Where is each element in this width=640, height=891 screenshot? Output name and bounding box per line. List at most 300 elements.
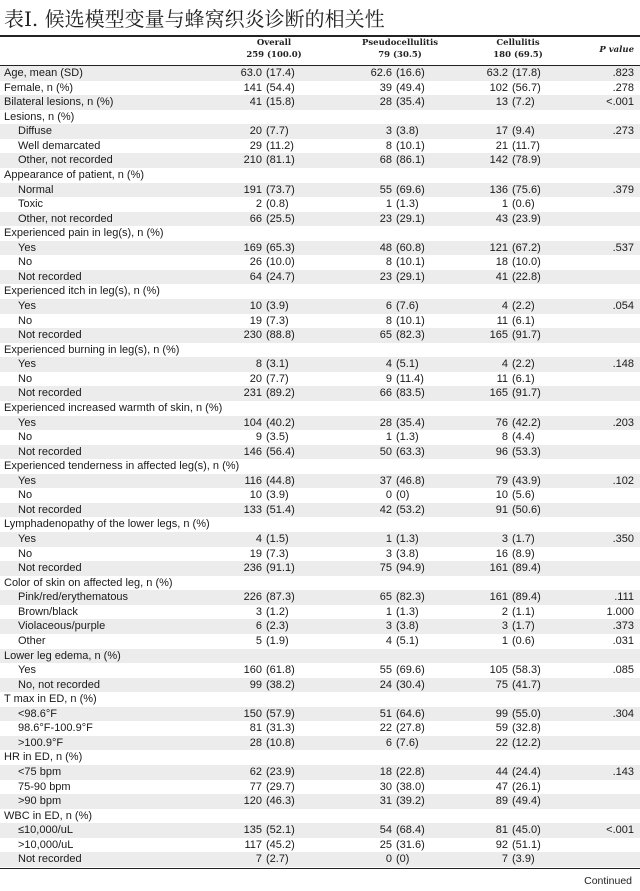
- overall-pct: (29.7): [266, 780, 295, 793]
- p-value: .203: [612, 416, 634, 429]
- cellulitis-pct: (2.2): [512, 300, 535, 312]
- row-label: No, not recorded: [18, 678, 100, 691]
- overall-pct: (7.7): [266, 372, 289, 385]
- pseudocellulitis-pct: (29.1): [396, 270, 425, 283]
- overall-n: 41: [249, 96, 262, 109]
- row-label: ≤10,000/uL: [18, 824, 73, 837]
- table-row: [0, 183, 640, 198]
- table-row-heading: [0, 81, 640, 96]
- pseudocellulitis-n: 54: [379, 824, 392, 837]
- table-row: [0, 241, 640, 256]
- cellulitis-n: 96: [495, 445, 508, 458]
- table-row-heading: [0, 226, 640, 241]
- row-label: Yes: [18, 300, 36, 312]
- pseudocellulitis-pct: (7.6): [396, 736, 419, 749]
- cellulitis-pct: (2.2): [512, 358, 535, 371]
- pseudocellulitis-n: 55: [379, 664, 392, 677]
- cellulitis-n: 1: [501, 634, 508, 647]
- cellulitis-n: 41: [495, 270, 508, 283]
- pseudocellulitis-pct: (60.8): [396, 241, 425, 254]
- overall-n: 226: [243, 591, 262, 604]
- pseudocellulitis-n: 1: [385, 605, 392, 618]
- header-overall-label: Overall: [256, 38, 292, 48]
- overall-pct: (3.9): [266, 489, 289, 502]
- row-label: <75 bpm: [18, 766, 62, 778]
- header-cellulitis-label: Cellulitis: [496, 38, 540, 48]
- pseudocellulitis-n: 8: [385, 256, 392, 269]
- cellulitis-n: 11: [496, 372, 508, 385]
- row-label: Pink/red/erythematous: [18, 591, 129, 604]
- row-label: Well demarcated: [18, 139, 101, 152]
- cellulitis-n: 4: [501, 358, 508, 371]
- table-row: [0, 328, 640, 343]
- cellulitis-pct: (3.9): [512, 853, 535, 866]
- pseudocellulitis-n: 24: [379, 678, 392, 691]
- row-label: 98.6°F-100.9°F: [18, 722, 93, 735]
- p-value: <.001: [606, 824, 634, 837]
- pseudocellulitis-pct: (0): [396, 489, 410, 502]
- overall-n: 231: [243, 387, 262, 400]
- cellulitis-pct: (8.9): [512, 547, 535, 560]
- cellulitis-pct: (0.6): [512, 198, 535, 211]
- table-row: [0, 780, 640, 795]
- overall-n: 5: [255, 634, 262, 647]
- overall-pct: (7.3): [266, 547, 289, 560]
- table-row: [0, 474, 640, 489]
- header-p-value-label: P value: [599, 45, 634, 55]
- cellulitis-n: 105: [489, 664, 508, 677]
- pseudocellulitis-n: 65: [379, 591, 392, 604]
- overall-pct: (3.9): [266, 300, 289, 312]
- table-row-heading: [0, 401, 640, 416]
- overall-n: 9: [255, 431, 262, 444]
- p-value: .054: [612, 300, 634, 312]
- cellulitis-n: 142: [489, 154, 508, 167]
- table-row: [0, 153, 640, 168]
- pseudocellulitis-n: 22: [379, 722, 392, 735]
- cellulitis-pct: (41.7): [512, 678, 541, 691]
- table-row: [0, 590, 640, 605]
- cellulitis-n: 136: [489, 183, 508, 196]
- pseudocellulitis-pct: (3.8): [396, 620, 419, 633]
- cellulitis-n: 3: [501, 620, 508, 633]
- pseudocellulitis-pct: (82.3): [396, 329, 425, 342]
- overall-pct: (7.7): [266, 125, 289, 138]
- overall-n: 6: [255, 620, 262, 633]
- table-row: [0, 619, 640, 634]
- table-row: [0, 605, 640, 620]
- table-row: [0, 357, 640, 372]
- p-value: 1.000: [606, 605, 634, 618]
- table-row: [0, 299, 640, 314]
- pseudocellulitis-n: 48: [379, 241, 392, 254]
- table-row: [0, 547, 640, 562]
- row-label: 75-90 bpm: [18, 780, 71, 793]
- cellulitis-pct: (1.1): [512, 605, 535, 618]
- overall-pct: (46.3): [266, 795, 295, 808]
- pseudocellulitis-pct: (10.1): [396, 314, 425, 327]
- overall-pct: (54.4): [266, 81, 295, 94]
- row-label: Not recorded: [18, 270, 82, 283]
- table-row: [0, 212, 640, 227]
- overall-n: 29: [249, 139, 262, 152]
- pseudocellulitis-pct: (10.1): [396, 256, 425, 269]
- overall-n: 19: [249, 547, 262, 560]
- pseudocellulitis-pct: (63.3): [396, 445, 425, 458]
- row-label: Experienced itch in leg(s), n (%): [4, 285, 160, 298]
- table-row-heading: [0, 284, 640, 299]
- table-title: 表I. 候选模型变量与蜂窝织炎诊断的相关性: [4, 7, 385, 31]
- cellulitis-n: 59: [495, 722, 508, 735]
- table-row: [0, 794, 640, 809]
- row-label: Yes: [18, 358, 36, 371]
- cellulitis-n: 63.2: [486, 67, 508, 79]
- cellulitis-pct: (53.3): [512, 445, 541, 458]
- table-row: [0, 372, 640, 387]
- overall-n: 4: [255, 533, 262, 545]
- overall-pct: (40.2): [266, 416, 295, 429]
- cellulitis-n: 92: [495, 838, 508, 851]
- overall-n: 81: [249, 722, 262, 735]
- cellulitis-pct: (67.2): [512, 241, 541, 254]
- cellulitis-pct: (9.4): [512, 125, 535, 138]
- pseudocellulitis-n: 8: [385, 139, 392, 152]
- p-value: .304: [612, 707, 634, 720]
- pseudocellulitis-pct: (16.6): [396, 67, 425, 79]
- overall-pct: (10.0): [266, 256, 295, 269]
- p-value: .823: [612, 67, 634, 79]
- row-label: WBC in ED, n (%): [4, 809, 93, 822]
- row-label: Normal: [18, 183, 54, 196]
- cellulitis-pct: (45.0): [512, 824, 541, 837]
- cellulitis-pct: (58.3): [512, 664, 541, 677]
- row-label: Not recorded: [18, 853, 82, 866]
- overall-n: 116: [244, 474, 262, 487]
- cellulitis-pct: (32.8): [512, 722, 541, 735]
- pseudocellulitis-pct: (31.6): [396, 838, 425, 851]
- pseudocellulitis-n: 23: [379, 270, 392, 283]
- table-row: [0, 707, 640, 722]
- header-cellulitis: [470, 37, 566, 65]
- row-label: T max in ED, n (%): [4, 693, 97, 706]
- overall-n: 120: [243, 795, 262, 808]
- p-value: .031: [612, 634, 634, 647]
- pseudocellulitis-n: 6: [385, 300, 392, 312]
- pseudocellulitis-pct: (38.0): [396, 780, 425, 793]
- row-label: <98.6°F: [18, 707, 57, 720]
- overall-n: 7: [255, 853, 262, 866]
- pseudocellulitis-pct: (69.6): [396, 183, 425, 196]
- pseudocellulitis-n: 9: [385, 372, 392, 385]
- p-value: .148: [612, 358, 634, 371]
- row-label: Not recorded: [18, 329, 82, 342]
- row-label: Violaceous/purple: [18, 620, 106, 633]
- overall-pct: (23.9): [266, 766, 295, 778]
- overall-pct: (38.2): [266, 678, 295, 691]
- overall-pct: (61.8): [266, 664, 295, 677]
- table-row: [0, 124, 640, 139]
- table-row: [0, 503, 640, 518]
- cellulitis-n: 13: [495, 96, 508, 109]
- cellulitis-n: 79: [495, 474, 508, 487]
- table-row: [0, 270, 640, 285]
- pseudocellulitis-pct: (69.6): [396, 664, 425, 677]
- header-cellulitis-count: 180 (69.5): [493, 50, 543, 60]
- row-label: Not recorded: [18, 387, 82, 400]
- data-table: [0, 66, 640, 867]
- pseudocellulitis-n: 39: [379, 81, 392, 94]
- cellulitis-n: 76: [495, 416, 508, 429]
- overall-pct: (91.1): [266, 562, 295, 575]
- cellulitis-n: 43: [495, 212, 508, 225]
- cellulitis-pct: (43.9): [512, 474, 541, 487]
- pseudocellulitis-pct: (1.3): [396, 533, 419, 545]
- row-label: Experienced tenderness in affected leg(s), n (%): [4, 460, 240, 473]
- overall-n: 66: [249, 212, 262, 225]
- cellulitis-n: 4: [501, 300, 508, 312]
- pseudocellulitis-n: 37: [379, 474, 392, 487]
- cellulitis-n: 75: [495, 678, 508, 691]
- table-row: [0, 823, 640, 838]
- cellulitis-n: 11: [496, 314, 508, 327]
- table-row-heading: [0, 343, 640, 358]
- pseudocellulitis-pct: (3.8): [396, 125, 419, 138]
- cellulitis-pct: (50.6): [512, 503, 541, 516]
- row-label: Not recorded: [18, 445, 82, 458]
- pseudocellulitis-pct: (86.1): [396, 154, 425, 167]
- p-value: .102: [612, 474, 634, 487]
- p-value: .278: [612, 81, 634, 94]
- overall-pct: (10.8): [266, 736, 295, 749]
- cellulitis-n: 161: [489, 591, 508, 604]
- row-label: >10,000/uL: [18, 838, 74, 851]
- pseudocellulitis-pct: (11.4): [396, 372, 424, 385]
- cellulitis-pct: (55.0): [512, 707, 541, 720]
- overall-pct: (87.3): [266, 591, 295, 604]
- table-row: [0, 430, 640, 445]
- row-label: Brown/black: [18, 605, 78, 618]
- pseudocellulitis-n: 3: [385, 620, 392, 633]
- pseudocellulitis-pct: (10.1): [396, 139, 425, 152]
- table-row: [0, 838, 640, 853]
- pseudocellulitis-pct: (39.2): [396, 795, 425, 808]
- p-value: .085: [612, 664, 634, 677]
- overall-pct: (31.3): [266, 722, 295, 735]
- row-label: Other: [18, 634, 46, 647]
- cellulitis-n: 165: [489, 387, 508, 400]
- pseudocellulitis-pct: (30.4): [396, 678, 425, 691]
- cellulitis-n: 10: [495, 489, 508, 502]
- pseudocellulitis-n: 65: [379, 329, 392, 342]
- cellulitis-n: 91: [495, 503, 508, 516]
- cellulitis-n: 8: [501, 431, 508, 444]
- table-row: [0, 488, 640, 503]
- cellulitis-n: 165: [489, 329, 508, 342]
- cellulitis-pct: (7.2): [512, 96, 535, 109]
- cellulitis-pct: (42.2): [512, 416, 541, 429]
- row-label: >90 bpm: [18, 795, 62, 808]
- table-row-heading: [0, 110, 640, 125]
- pseudocellulitis-pct: (5.1): [396, 358, 419, 371]
- pseudocellulitis-pct: (53.2): [396, 503, 425, 516]
- cellulitis-n: 47: [495, 780, 508, 793]
- overall-pct: (11.2): [266, 139, 294, 152]
- overall-n: 62: [249, 766, 262, 778]
- table-row: [0, 255, 640, 270]
- cellulitis-pct: (89.4): [512, 562, 541, 575]
- header-p-value: [580, 37, 634, 65]
- pseudocellulitis-n: 50: [379, 445, 392, 458]
- row-label: Other, not recorded: [18, 154, 113, 167]
- cellulitis-n: 17: [495, 125, 508, 138]
- p-value: <.001: [606, 96, 634, 109]
- overall-pct: (0.8): [266, 198, 289, 211]
- cellulitis-pct: (4.4): [512, 431, 535, 444]
- pseudocellulitis-n: 3: [385, 125, 392, 138]
- row-label: HR in ED, n (%): [4, 751, 83, 764]
- row-label: Toxic: [18, 198, 44, 211]
- cellulitis-n: 18: [495, 256, 508, 269]
- table-row-heading: [0, 459, 640, 474]
- cellulitis-n: 44: [495, 766, 508, 778]
- table-row: [0, 765, 640, 780]
- table-row: [0, 416, 640, 431]
- overall-n: 20: [249, 125, 262, 138]
- pseudocellulitis-n: 1: [385, 431, 392, 444]
- row-label: Experienced burning in leg(s), n (%): [4, 343, 180, 356]
- table-row-heading: [0, 809, 640, 824]
- overall-n: 230: [243, 329, 262, 342]
- overall-pct: (3.1): [266, 358, 289, 371]
- pseudocellulitis-pct: (49.4): [396, 81, 425, 94]
- cellulitis-n: 161: [489, 562, 508, 575]
- pseudocellulitis-pct: (94.9): [396, 562, 425, 575]
- table-row: [0, 736, 640, 751]
- overall-pct: (1.5): [266, 533, 289, 545]
- overall-pct: (2.3): [266, 620, 289, 633]
- cellulitis-n: 2: [501, 605, 508, 618]
- cellulitis-pct: (75.6): [512, 183, 541, 196]
- pseudocellulitis-n: 0: [385, 489, 392, 502]
- table-row: [0, 634, 640, 649]
- overall-pct: (7.3): [266, 314, 289, 327]
- p-value: .537: [612, 241, 634, 254]
- pseudocellulitis-pct: (1.3): [396, 198, 419, 211]
- table-row: [0, 445, 640, 460]
- pseudocellulitis-n: 28: [379, 416, 392, 429]
- table-row: [0, 314, 640, 329]
- pseudocellulitis-pct: (22.8): [396, 766, 425, 778]
- row-label: Lower leg edema, n (%): [4, 649, 121, 662]
- header-pseudocellulitis-label: Pseudocellulitis: [362, 38, 438, 48]
- row-label: No: [18, 372, 33, 385]
- pseudocellulitis-pct: (3.8): [396, 547, 419, 560]
- pseudocellulitis-n: 66: [379, 387, 392, 400]
- table-row-heading: [0, 576, 640, 591]
- row-label: >100.9°F: [18, 736, 64, 749]
- row-label: Color of skin on affected leg, n (%): [4, 576, 173, 589]
- overall-pct: (2.7): [266, 853, 289, 866]
- header-pseudocellulitis-count: 79 (30.5): [378, 50, 422, 60]
- row-label: Diffuse: [18, 125, 53, 138]
- overall-n: 150: [243, 707, 262, 720]
- overall-n: 236: [243, 562, 262, 575]
- pseudocellulitis-n: 1: [385, 533, 392, 545]
- cellulitis-pct: (23.9): [512, 212, 541, 225]
- overall-n: 10: [249, 300, 262, 312]
- pseudocellulitis-n: 68: [379, 154, 392, 167]
- p-value: .373: [612, 620, 634, 633]
- cellulitis-n: 99: [495, 707, 508, 720]
- cellulitis-pct: (91.7): [512, 329, 541, 342]
- row-label: Bilateral lesions, n (%): [4, 96, 114, 109]
- overall-pct: (17.4): [266, 67, 295, 79]
- pseudocellulitis-pct: (82.3): [396, 591, 425, 604]
- overall-pct: (88.8): [266, 329, 295, 342]
- row-label: No: [18, 431, 33, 444]
- header-overall: [226, 37, 322, 65]
- overall-n: 191: [243, 183, 262, 196]
- cellulitis-n: 16: [495, 547, 508, 560]
- table-row: [0, 663, 640, 678]
- cellulitis-pct: (78.9): [512, 154, 541, 167]
- header-pseudocellulitis: [348, 37, 452, 65]
- pseudocellulitis-pct: (83.5): [396, 387, 425, 400]
- overall-pct: (15.8): [266, 96, 295, 109]
- pseudocellulitis-n: 3: [385, 547, 392, 560]
- table-row-heading: [0, 692, 640, 707]
- overall-pct: (45.2): [266, 838, 295, 851]
- pseudocellulitis-n: 0: [385, 853, 392, 866]
- row-label: Female, n (%): [4, 81, 74, 94]
- p-value: .111: [614, 591, 634, 604]
- cellulitis-pct: (6.1): [512, 372, 535, 385]
- cellulitis-pct: (22.8): [512, 270, 541, 283]
- overall-n: 63.0: [240, 67, 262, 79]
- overall-pct: (51.4): [266, 503, 295, 516]
- row-label: No: [18, 314, 33, 327]
- cellulitis-n: 89: [495, 795, 508, 808]
- row-label: Yes: [18, 474, 36, 487]
- overall-pct: (89.2): [266, 387, 295, 400]
- pseudocellulitis-n: 25: [379, 838, 392, 851]
- pseudocellulitis-n: 6: [385, 736, 392, 749]
- cellulitis-n: 102: [489, 81, 508, 94]
- row-label: No: [18, 547, 33, 560]
- pseudocellulitis-pct: (5.1): [396, 634, 419, 647]
- table-row: [0, 561, 640, 576]
- pseudocellulitis-pct: (29.1): [396, 212, 425, 225]
- pseudocellulitis-n: 55: [379, 183, 392, 196]
- cellulitis-n: 81: [495, 824, 508, 837]
- pseudocellulitis-n: 8: [385, 314, 392, 327]
- overall-n: 104: [243, 416, 262, 429]
- table-row-heading: [0, 168, 640, 183]
- overall-n: 2: [255, 198, 262, 211]
- overall-n: 8: [255, 358, 262, 371]
- pseudocellulitis-n: 4: [385, 634, 392, 647]
- cellulitis-pct: (26.1): [512, 780, 541, 793]
- overall-pct: (73.7): [266, 183, 295, 196]
- overall-n: 20: [249, 372, 262, 385]
- pseudocellulitis-n: 4: [385, 358, 392, 371]
- overall-pct: (1.2): [266, 605, 289, 618]
- table-row: [0, 678, 640, 693]
- p-value: .379: [612, 183, 634, 196]
- cellulitis-n: 1: [501, 198, 508, 211]
- row-label: Yes: [18, 416, 36, 429]
- pseudocellulitis-n: 62.6: [370, 67, 392, 79]
